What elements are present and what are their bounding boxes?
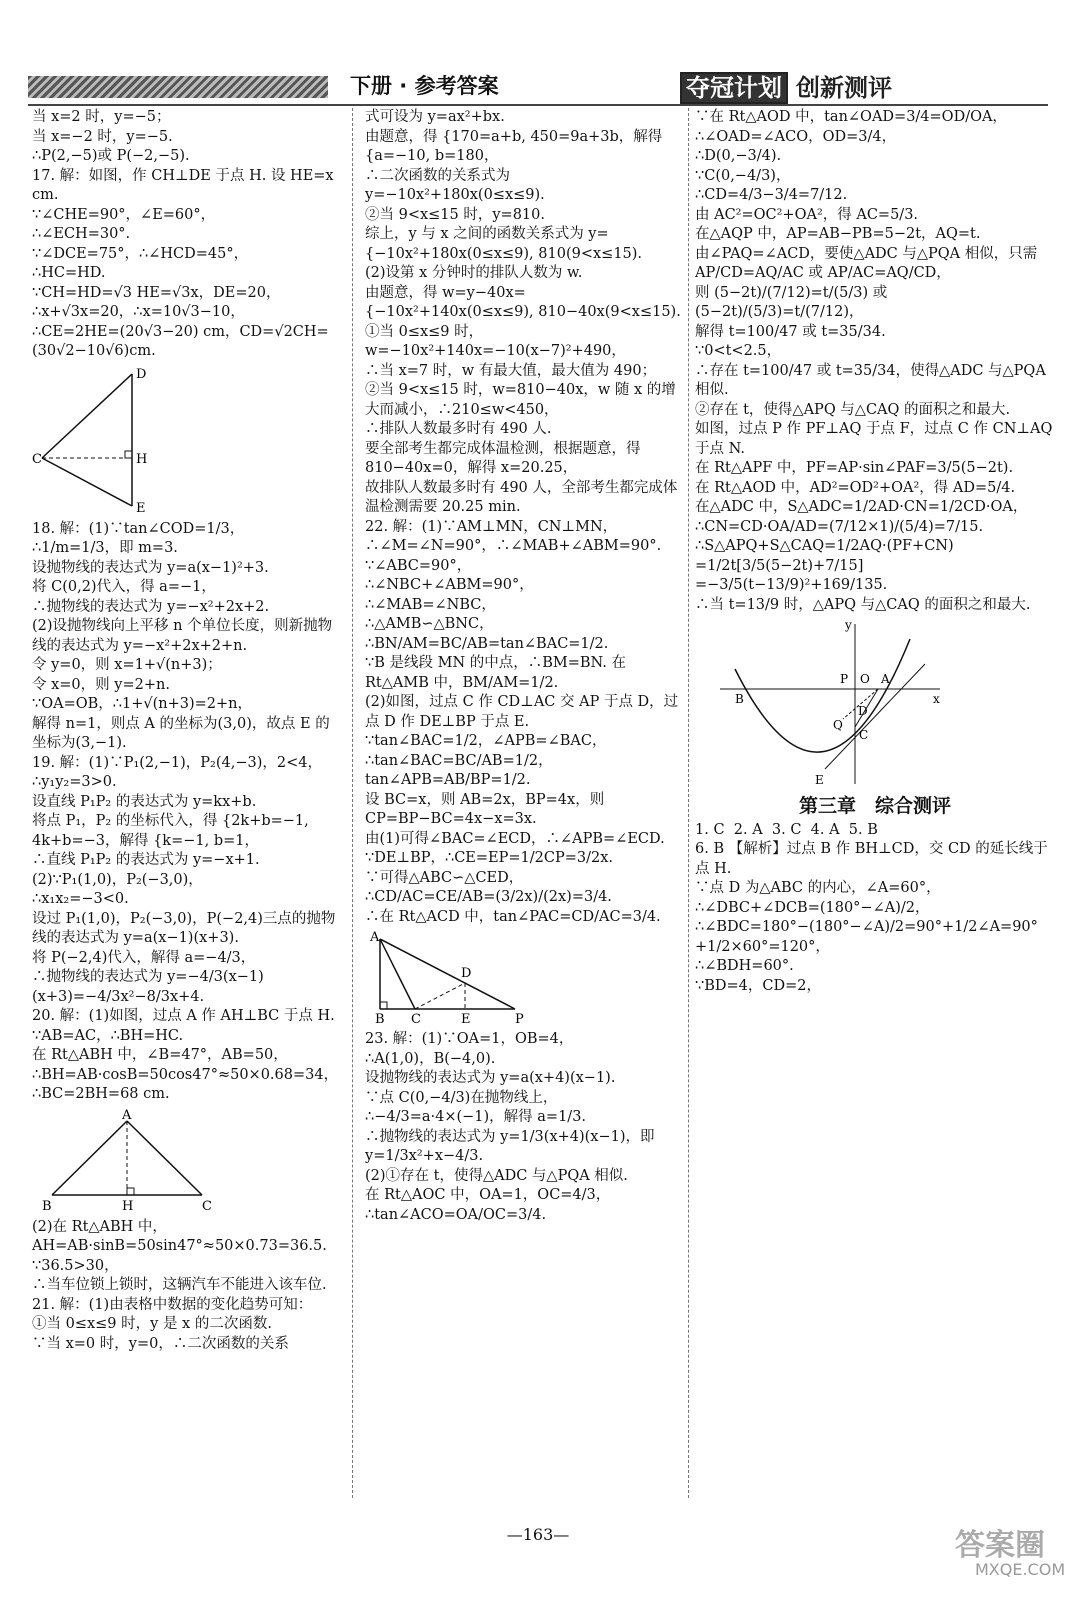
text-line: ∴在 Rt△ACD 中，tan∠PAC=CD/AC=3/4.	[365, 908, 661, 925]
text-line: 如图，过点 P 作 PF⊥AQ 于点 F，过点 C 作 CN⊥AQ 于点 N.	[695, 421, 1057, 457]
text-line: 当 x=−2 时，y=−5.	[32, 128, 173, 145]
text-line: ∵DE⊥BP，∴CE=EP=1/2CP=3/2x.	[365, 850, 613, 866]
text-line: ①当 0≤x≤9 时，y 是 x 的二次函数.	[32, 1316, 272, 1332]
label-c: C	[202, 1198, 212, 1214]
header-rule	[28, 104, 1048, 106]
text-line: 将点 P₁，P₂ 的坐标代入，得 {2k+b=−1, 4k+b=−3，解得 {k=−1, b=1，	[32, 813, 314, 849]
text-line: 解得 t=100/47 或 t=35/34.	[695, 323, 886, 340]
text-line: ∴tan∠BAC=BC/AB=1/2，	[365, 752, 553, 769]
text-line: ②当 9<x≤15 时，y=810.	[365, 206, 545, 223]
text-line: ∵当 x=0 时，y=0，∴二次函数的关系	[32, 1335, 289, 1352]
text-line: 设过 P₁(1,0)，P₂(−3,0)，P(−2,4)三点的抛物线的表达式为 y=a(x−1)(x+3).	[32, 910, 336, 946]
label-e: E	[136, 500, 146, 516]
text-line: ∴D(0,−3/4).	[695, 148, 782, 164]
label-e: E	[815, 773, 824, 787]
text-line: ∴−4/3=a·4×(−1)，解得 a=1/3.	[365, 1109, 587, 1125]
text-line: =−3/5(t−13/9)²+169/135.	[695, 577, 888, 593]
text-line: 令 x=0，则 y=2+n.	[32, 676, 170, 693]
triangle-figure-20	[32, 1109, 232, 1214]
text-line: 将 C(0,2)代入，得 a=−1，	[32, 579, 216, 595]
parabola-figure-23	[715, 619, 945, 789]
text-line: =1/2t[3/5(5−2t)+7/15]	[695, 557, 864, 574]
text-line: ∵可得△ABC∽△CED，	[365, 869, 524, 886]
text-line: 22. 解：(1)∵AM⊥MN，CN⊥MN，∴∠M=∠N=90°，∴∠MAB+∠ABM=90°.	[365, 518, 662, 554]
text-line: ∵0<t<2.5，	[695, 343, 782, 359]
header-title: 下册 · 参考答案	[350, 74, 499, 98]
text-line: 由∠PAQ=∠ACD，要使△ADC 与△PQA 相似，只需 AP/CD=AQ/AC 或 AP/AC=AQ/CD，	[695, 245, 1042, 281]
text-line: 在 Rt△AOD 中，AD²=OD²+OA²，得 AD=5/4.	[695, 479, 1016, 496]
text-line: ∵∠ABC=90°，	[365, 557, 472, 574]
text-line: ∴∠DBC+∠DCB=(180°−∠A)/2，	[695, 899, 930, 916]
text-line: ∵CH=HD=√3 HE=√3x，DE=20，	[32, 284, 281, 301]
text-line: (2)设第 x 分钟时的排队人数为 w.	[365, 265, 583, 281]
label-o: O	[860, 672, 870, 686]
text-line: ∴△AMB∽△BNC，	[365, 616, 494, 632]
column-divider	[688, 108, 690, 1498]
label-d: D	[858, 704, 868, 718]
text-line: ∴排队人数最多时有 490 人.	[365, 421, 552, 437]
text-line: 由 AC²=OC²+OA²，得 AC=5/3.	[695, 206, 919, 223]
text-line: (2)如图，过点 C 作 CD⊥AC 交 AP 于点 D，过点 D 作 DE⊥BP 于点 E.	[365, 694, 679, 730]
text-line: 综上，y 与 x 之间的函数关系式为 y={−10x²+180x(0≤x≤9), 810(9<x≤15).	[365, 226, 643, 262]
brand-subtitle: 创新测评	[796, 74, 892, 102]
column-left	[32, 108, 342, 1354]
text-line: 由题意，得 {170=a+b, 450=9a+3b，解得 {a=−10, b=180，	[365, 128, 667, 164]
text-line: ∴∠BDC=180°−(180°−∠A)/2=90°+1/2∠A=90°+1/2×60°=120°，	[695, 919, 1038, 955]
column-middle	[365, 108, 685, 1225]
text-line: 21. 解：(1)由表格中数据的变化趋势可知：	[32, 1296, 313, 1313]
label-e: E	[461, 1012, 471, 1026]
label-p: P	[515, 1012, 524, 1026]
text-line: 设 BC=x，则 AB=2x，BP=4x，则 CP=BP−BC=4x−x=3x.	[365, 791, 609, 827]
text-line: ∴直线 P₁P₂ 的表达式为 y=−x+1.	[32, 852, 260, 868]
text-line: 当 x=2 时，y=−5；	[32, 109, 171, 125]
text-line: ∴CD=4/3−3/4=7/12.	[695, 187, 848, 203]
text-line: ①当 0≤x≤9 时，w=−10x²+140x=−10(x−7)²+490，	[365, 323, 626, 359]
text-line: ∴抛物线的表达式为 y=−4/3(x−1)(x+3)=−4/3x²−8/3x+4.	[32, 969, 264, 1005]
label-d: D	[461, 966, 472, 981]
text-line: ∴CD/AC=CE/AB=(3/2x)/(2x)=3/4.	[365, 889, 612, 905]
text-line: ∴当 x=7 时，w 有最大值，最大值为 490；	[365, 362, 657, 379]
header-decoration	[28, 76, 328, 98]
brand-logo: 夺冠计划	[680, 72, 788, 104]
text-line: 在△ADC 中，S△ADC=1/2AD·CN=1/2CD·OA，	[695, 499, 1028, 515]
label-d: D	[136, 366, 147, 382]
label-p: P	[840, 672, 849, 686]
text-line: ∴CN=CD·OA/AD=(7/12×1)/(5/4)=7/15.	[695, 518, 984, 535]
text-line: ∴∠MAB=∠NBC，	[365, 596, 496, 613]
text-line: ∵∠DCE=75°，∴∠HCD=45°，	[32, 245, 249, 262]
text-line: ∴P(2,−5)或 P(−2,−5).	[32, 148, 190, 164]
text-line: ∴tan∠ACO=OA/OC=3/4.	[365, 1206, 547, 1223]
text-line: ∴BN/AM=BC/AB=tan∠BAC=1/2.	[365, 635, 609, 652]
text-line: ∵AB=AC，∴BH=HC.	[32, 1027, 184, 1044]
text-line: 20. 解：(1)如图，过点 A 作 AH⊥BC 于点 H.	[32, 1008, 335, 1024]
text-line: ∵点 C(0,−4/3)在抛物线上，	[365, 1089, 558, 1106]
text-line: ∴x+√3x=20，∴x=10√3−10，	[32, 304, 245, 320]
text-line: 1. C 2. A 3. C 4. A 5. B	[695, 821, 878, 838]
triangle-figure-17	[32, 366, 232, 516]
label-h: H	[136, 451, 148, 467]
section-title: 第三章 综合测评	[798, 795, 951, 817]
label-b: B	[735, 692, 744, 706]
text-line: ∵tan∠BAC=1/2，∠APB=∠BAC，	[365, 733, 607, 749]
text-line: 在 Rt△AOC 中，OA=1，OC=4/3，	[365, 1187, 611, 1203]
label-c: C	[32, 451, 42, 467]
text-line: ∴S△APQ+S△CAQ=1/2AQ·(PF+CN)	[695, 538, 954, 554]
page-header	[0, 58, 1076, 108]
text-line: (2)∵P₁(1,0)，P₂(−3,0)，	[32, 871, 203, 888]
text-line: ∴当车位锁上锁时，这辆汽车不能进入该车位.	[32, 1277, 327, 1293]
header-brand	[680, 68, 892, 103]
text-line: ∵在 Rt△AOD 中，tan∠OAD=3/4=OD/OA，	[695, 109, 1007, 125]
text-line: ∵点 D 为△ABC 的内心，∠A=60°，	[695, 880, 941, 896]
text-line: 由(1)可得∠BAC=∠ECD，∴∠APB=∠ECD.	[365, 830, 665, 847]
text-line: 17. 解：如图，作 CH⊥DE 于点 H. 设 HE=x cm.	[32, 167, 339, 203]
text-line: (2)在 Rt△ABH 中，AH=AB·sinB=50sin47°≈50×0.73=36.5.	[32, 1218, 327, 1254]
text-line: 23. 解：(1)∵OA=1，OB=4，	[365, 1031, 574, 1047]
text-line: ∴二次函数的关系式为 y=−10x²+180x(0≤x≤9).	[365, 167, 545, 203]
text-line: ∴存在 t=100/47 或 t=35/34，使得△ADC 与△PQA 相似.	[695, 362, 1051, 398]
text-line: ∵BD=4，CD=2，	[695, 977, 821, 994]
label-c: C	[859, 728, 869, 742]
text-line: 解得 n=1，则点 A 的坐标为(3,0)，故点 E 的坐标为(3,−1).	[32, 715, 330, 751]
label-y: y	[845, 619, 852, 632]
watermark: 答案圈	[955, 1528, 1045, 1563]
page-number: —163—	[506, 1525, 570, 1544]
text-line: ∴BC=2BH=68 cm.	[32, 1086, 170, 1102]
text-line: 由题意，得 w=y−40x={−10x²+140x(0≤x≤9), 810−40x(9<x≤15).	[365, 284, 681, 320]
text-line: 设抛物线的表达式为 y=a(x+4)(x−1).	[365, 1070, 616, 1086]
text-line: 19. 解：(1)∵P₁(2,−1)，P₂(4,−3)，2<4，	[32, 754, 322, 771]
text-line: 式可设为 y=ax²+bx.	[365, 109, 505, 125]
label-a: A	[122, 1108, 132, 1123]
text-line: ②当 9<x≤15 时，w=810−40x，w 随 x 的增大而减小，∴210≤w<450，	[365, 382, 676, 418]
text-line: 6. B 【解析】过点 B 作 BH⊥CD，交 CD 的延长线于点 H.	[695, 841, 1048, 877]
label-x: x	[933, 692, 940, 706]
text-line: ∴∠NBC+∠ABM=90°，	[365, 577, 534, 593]
label-a: A	[881, 672, 890, 686]
text-line: 设直线 P₁P₂ 的表达式为 y=kx+b.	[32, 793, 257, 810]
text-line: ∵C(0,−4/3)，	[695, 167, 791, 184]
text-line: 要全部考生都完成体温检测，根据题意，得 810−40x=0，解得 x=20.25，	[365, 440, 646, 476]
watermark-url: MXQE.COM	[975, 1560, 1066, 1579]
text-line: ∴∠BDH=60°.	[695, 958, 794, 974]
text-line: 在 Rt△ABH 中，∠B=47°，AB=50，	[32, 1047, 288, 1063]
label-b: B	[42, 1198, 52, 1214]
text-line: 将 P(−2,4)代入，解得 a=−4/3，	[32, 949, 256, 966]
text-line: 设抛物线的表达式为 y=a(x−1)²+3.	[32, 559, 269, 576]
text-line: ∴y₁y₂=3>0.	[32, 774, 117, 790]
text-line: ∵OA=OB，∴1+√(n+3)=2+n，	[32, 696, 253, 712]
text-line: ∴当 t=13/9 时，△APQ 与△CAQ 的面积之和最大.	[695, 596, 1031, 613]
text-line: 在△AQP 中，AP=AB−PB=5−2t，AQ=t.	[695, 226, 981, 242]
text-line: ∴抛物线的表达式为 y=1/3(x+4)(x−1)，即 y=1/3x²+x−4/3.	[365, 1128, 660, 1164]
label-q: Q	[833, 718, 843, 732]
text-line: ∴BH=AB·cosB=50cos47°≈50×0.68=34，	[32, 1066, 339, 1083]
text-line: ∴A(1,0)，B(−4,0).	[365, 1050, 496, 1067]
text-line: ∵∠CHE=90°，∠E=60°，	[32, 206, 216, 223]
text-line: 则 (5−2t)/(7/12)=t/(5/3) 或 (5−2t)/(5/3)=t/(7/12)，	[695, 284, 892, 320]
label-h: H	[122, 1198, 134, 1214]
text-line: tan∠APB=AB/BP=1/2.	[365, 772, 531, 788]
text-line: 故排队人数最多时有 490 人，全部考生都完成体温检测需要 20.25 min.	[365, 479, 678, 515]
text-line: (2)①存在 t，使得△ADC 与△PQA 相似.	[365, 1167, 628, 1184]
text-line: ∴CE=2HE=(20√3−20) cm，CD=√2CH=(30√2−10√6)cm.	[32, 323, 329, 359]
triangle-figure-22	[365, 931, 565, 1026]
text-line: ∵B 是线段 MN 的中点，∴BM=BN. 在 Rt△AMB 中，BM/AM=1/2.	[365, 655, 631, 691]
label-a: A	[370, 931, 380, 945]
column-right	[695, 108, 1055, 996]
text-line: 18. 解：(1)∵tan∠COD=1/3，	[32, 520, 245, 537]
text-line: ∴x₁x₂=−3<0.	[32, 891, 129, 907]
text-line: ∵36.5>30，	[32, 1257, 119, 1274]
text-line: 在 Rt△APF 中，PF=AP·sin∠PAF=3/5(5−2t).	[695, 460, 1014, 476]
label-c: C	[411, 1012, 421, 1026]
text-line: ②存在 t，使得△APQ 与△CAQ 的面积之和最大.	[695, 401, 1011, 418]
text-line: (2)设抛物线向上平移 n 个单位长度，则新抛物线的表达式为 y=−x²+2x+2+n.	[32, 618, 333, 654]
text-line: ∴∠ECH=30°.	[32, 226, 131, 242]
text-line: ∴1/m=1/3，即 m=3.	[32, 540, 178, 556]
label-b: B	[375, 1012, 385, 1026]
column-divider	[352, 108, 354, 1498]
text-line: ∴HC=HD.	[32, 265, 106, 281]
text-line: ∴∠OAD=∠ACO，OD=3/4，	[695, 128, 897, 145]
text-line: 令 y=0，则 x=1+√(n+3)；	[32, 657, 222, 673]
text-line: ∴抛物线的表达式为 y=−x²+2x+2.	[32, 598, 270, 615]
